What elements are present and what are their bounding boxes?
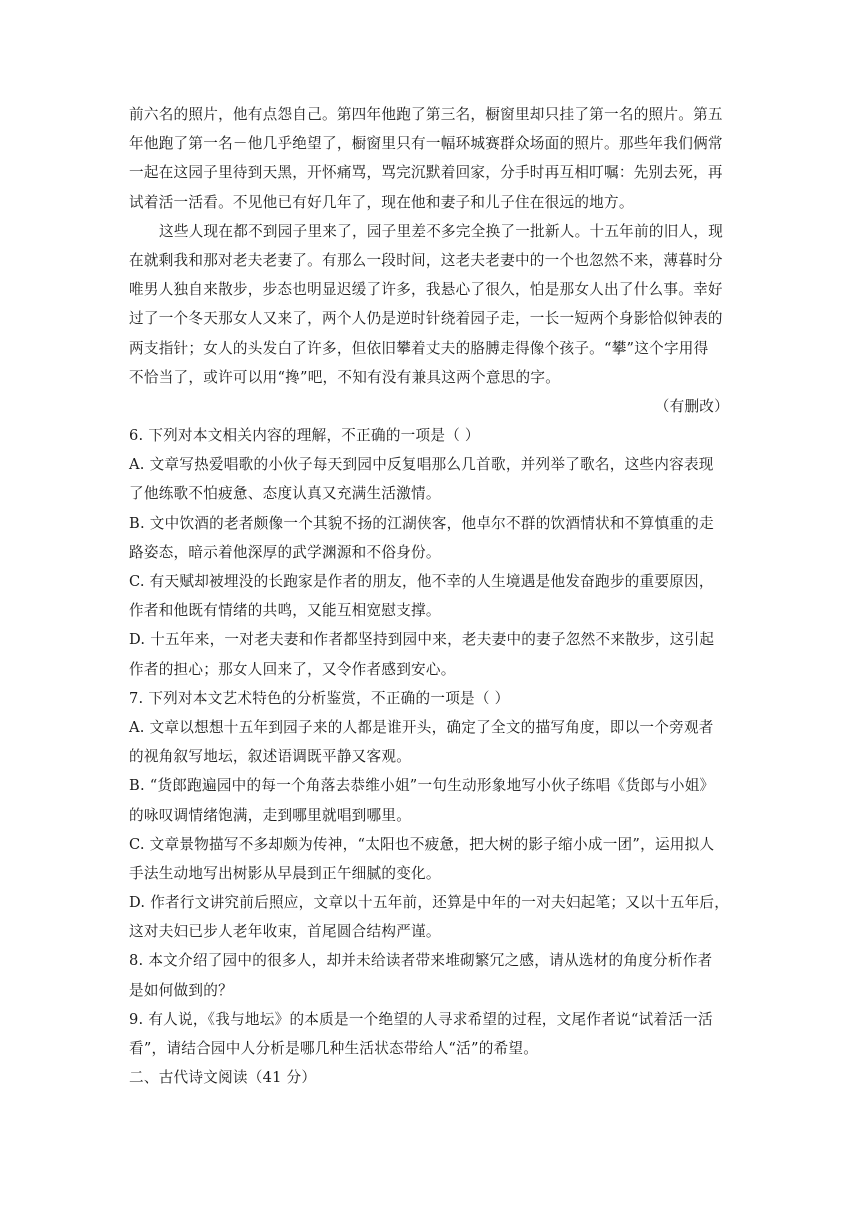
option-line: C. 文章景物描写不多却颇为传神，“太阳也不疲惫，把大树的影子缩小成一团”，运用拟人 [129,835,715,853]
option-line: 作者和他既有情绪的共鸣，又能互相宽慰支撑。 [129,602,441,620]
text-line: 两支指针；女人的头发白了许多，但依旧攀着丈夫的胳膊走得像个孩子。“攀”这个字用得 [129,339,709,357]
question-stem: 8. 本文介绍了园中的很多人，却并未给读者带来堆砌繁冗之感，请从选材的角度分析作者 [129,952,713,970]
option-line: 了他练歌不怕疲惫、态度认真又充满生活激情。 [129,485,441,503]
question-7-option-c [129,830,729,888]
passage-paragraph-runner [129,100,729,217]
question-6 [129,421,729,450]
text-line: 在就剩我和那对老夫老妻了。有那么一段时间，这老夫老妻中的一个也忽然不来，薄暮时分 [129,251,723,269]
text-line: 唯男人独自来散步，步态也明显迟缓了许多，我悬心了很久，怕是那女人出了什么事。幸好 [129,281,723,299]
option-line: A. 文章写热爱唱歌的小伙子每天到园中反复唱那么几首歌，并列举了歌名，这些内容表现 [129,456,714,474]
option-line: 的视角叙写地坛，叙述语调既平静又客观。 [129,748,412,766]
question-stem: 6. 下列对本文相关内容的理解，不正确的一项是（ ） [129,427,480,445]
question-6-option-b [129,509,729,567]
question-7 [129,684,729,713]
question-stem: 是如何做到的？ [129,981,233,999]
option-line: D. 十五年来，一对老夫妻和作者都坚持到园中来，老夫妻中的妻子忽然不来散步，这引起 [129,631,715,649]
option-line: B. 文中饮酒的老者颇像一个其貌不扬的江湖侠客，他卓尔不群的饮酒情状和不算慎重的走 [129,514,714,532]
option-line: 手法生动地写出树影从早晨到正午细腻的变化。 [129,864,441,882]
option-line: 路姿态，暗示着他深厚的武学渊源和不俗身份。 [129,543,441,561]
question-6-option-a [129,450,729,508]
document-content [129,100,729,1092]
option-line: 这对夫妇已步人老年收束，首尾圆合结构严谨。 [129,923,441,941]
question-stem: 9. 有人说，《我与地坛》的本质是一个绝望的人寻求希望的过程，文尾作者说“试着活一活 [129,1010,713,1028]
text-line: 过了一个冬天那女人又来了，两个人仍是逆时针绕着园子走，一长一短两个身影恰似钟表的 [129,310,723,328]
question-8 [129,946,729,1004]
question-7-option-d [129,888,729,946]
option-line: A. 文章以想想十五年到园子来的人都是谁开头，确定了全文的描写角度，即以一个旁观者 [129,718,714,736]
option-line: D. 作者行文讲究前后照应，文章以十五年前，还算是中年的一对夫妇起笔；又以十五年后， [129,894,730,912]
text-line: 前六名的照片，他有点怨自己。第四年他跑了第三名，橱窗里却只挂了第一名的照片。第五 [129,106,723,123]
question-stem: 7. 下列对本文艺术特色的分析鉴赏，不正确的一项是（ ） [129,689,510,707]
question-stem: 看”，请结合园中人分析是哪几种生活状态带给人“活”的希望。 [129,1040,539,1057]
option-line: 作者的担心；那女人回来了，又令作者感到安心。 [129,660,456,678]
text-line: 这些人现在都不到园子里来了，园子里差不多完全换了一批新人。十五年前的旧人，现 [159,222,724,240]
text-line: 试着活一活看。不见他已有好几年了，现在他和妻子和儿子住在很远的地方。 [129,193,634,211]
question-6-option-d [129,625,729,683]
text-line: 不恰当了，或许可以用“搀”吧，不知有没有兼具这两个意思的字。 [129,368,561,386]
option-line: 的咏叹调情绪饱满，走到哪里就唱到哪里。 [129,806,412,824]
question-9 [129,1005,729,1063]
option-line: C. 有天赋却被埋没的长跑家是作者的朋友，他不幸的人生境遇是他发奋跑步的重要原因， [129,573,714,590]
passage-paragraph-old-couple [129,217,729,392]
question-6-option-c [129,567,729,625]
source-note: （有删改） [654,397,729,415]
option-line: B. “货郎跑遍园中的每一个角落去恭维小姐”一句生动形象地写小伙子练唱《货郎与小姐》 [129,777,715,795]
question-7-option-b [129,771,729,829]
text-line: 一起在这园子里待到天黑，开怀痛骂，骂完沉默着回家，分手时再互相叮嘱：先别去死，再 [129,164,723,182]
text-line: 年他跑了第一名－他几乎绝望了，橱窗里只有一幅环城赛群众场面的照片。那些年我们俩常 [129,135,723,153]
question-7-option-a [129,713,729,771]
section-heading: 二、古代诗文阅读（41 分） [129,1069,317,1087]
